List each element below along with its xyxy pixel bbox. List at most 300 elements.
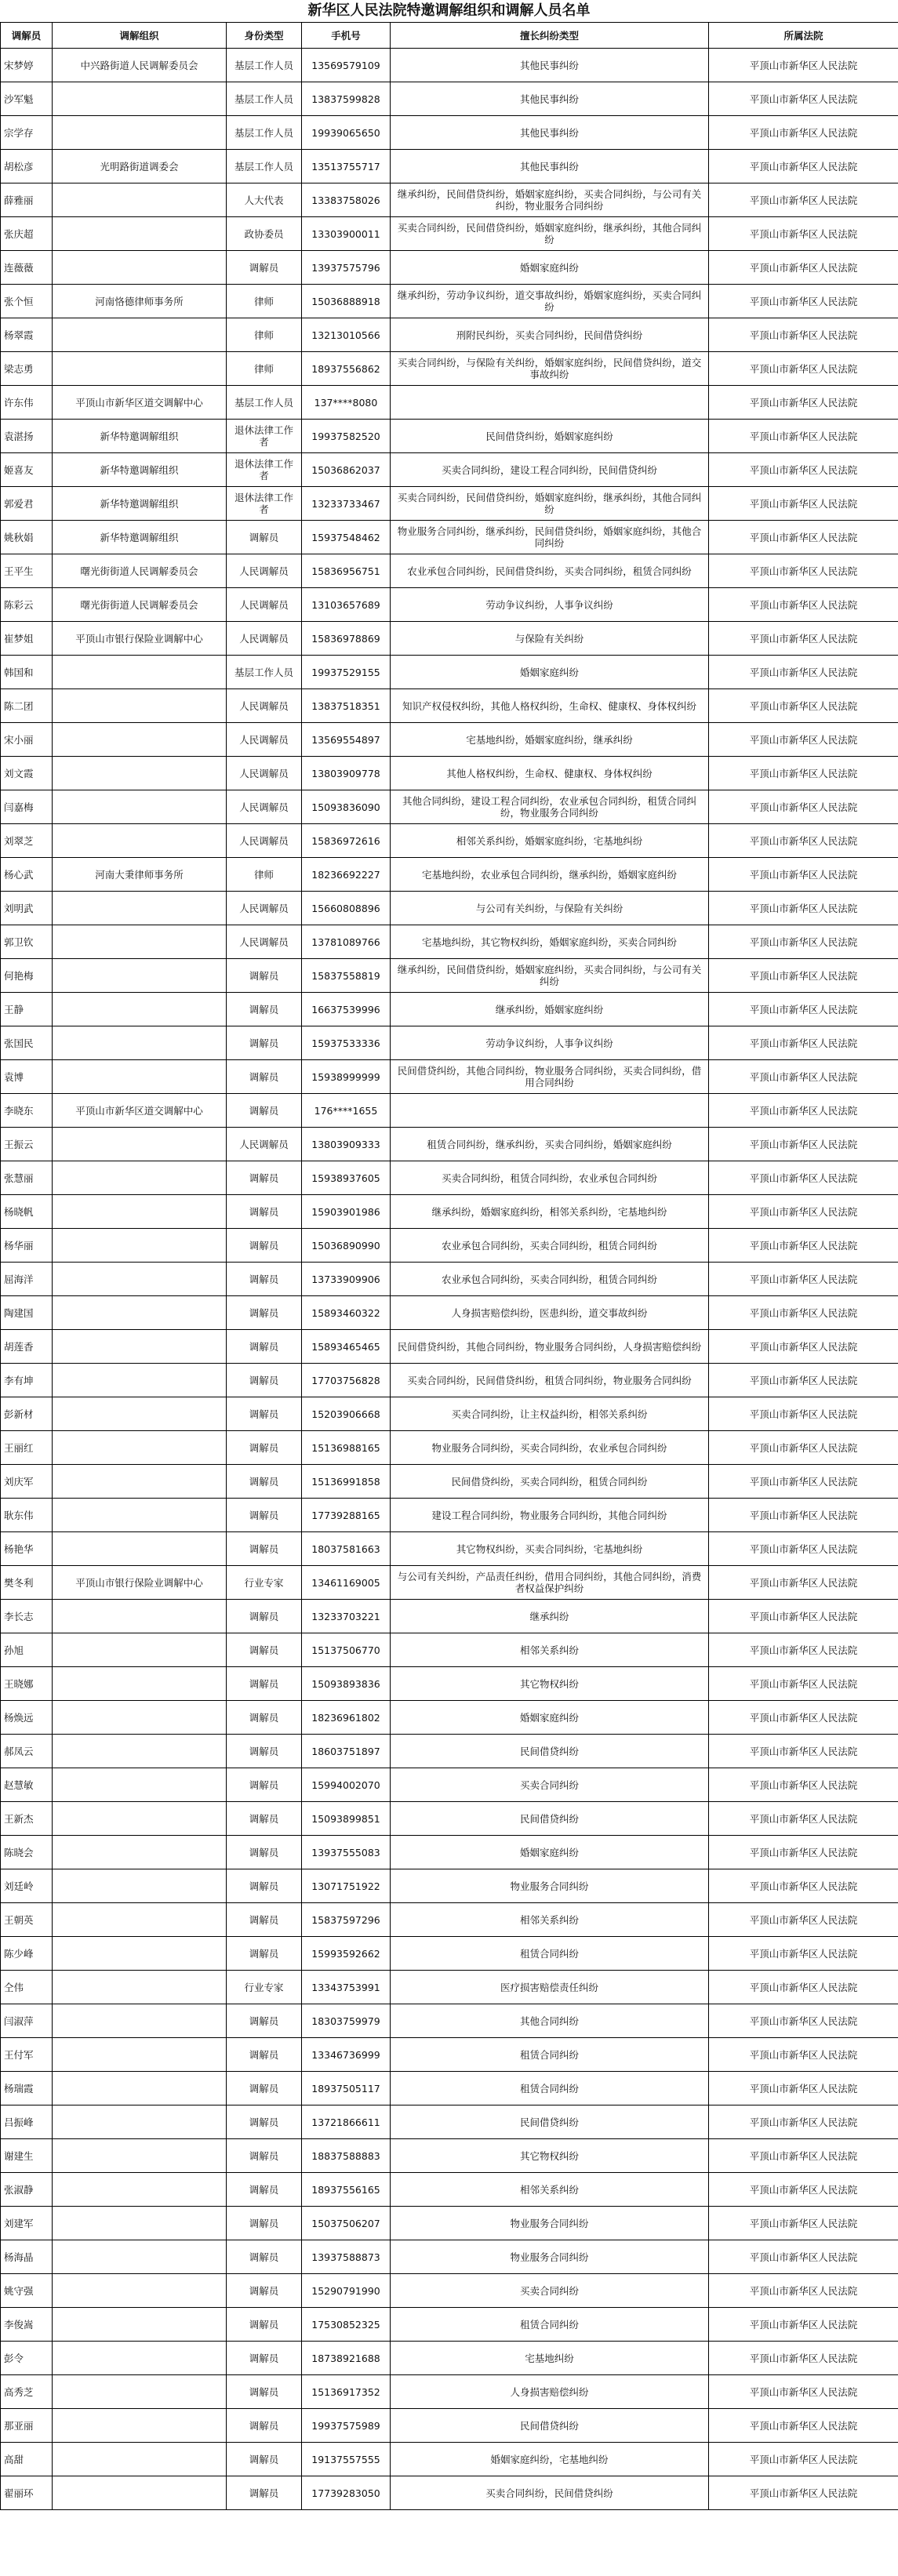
cell-org (53, 2173, 227, 2207)
cell-court: 平顶山市新华区人民法院 (709, 2409, 898, 2443)
table-row (1, 116, 898, 150)
cell-court: 平顶山市新华区人民法院 (709, 183, 898, 217)
cell-phone: 18236692227 (302, 858, 391, 892)
cell-disputes: 继承纠纷，婚姻家庭纠纷，相邻关系纠纷，宅基地纠纷 (391, 1195, 709, 1229)
table-row (1, 1128, 898, 1161)
cell-role: 政协委员 (227, 217, 302, 251)
cell-disputes: 婚姻家庭纠纷 (391, 1701, 709, 1735)
cell-role: 行业专家 (227, 1566, 302, 1600)
cell-org: 光明路街道调委会 (53, 150, 227, 183)
table-row (1, 1026, 898, 1060)
cell-org (53, 2342, 227, 2375)
cell-name: 韩国和 (1, 656, 53, 689)
cell-name: 王付军 (1, 2038, 53, 2072)
cell-role: 律师 (227, 285, 302, 318)
cell-disputes: 其他民事纠纷 (391, 49, 709, 82)
cell-org (53, 2207, 227, 2240)
table-row (1, 1869, 898, 1903)
cell-name: 杨海晶 (1, 2240, 53, 2274)
cell-name: 陈少峰 (1, 1937, 53, 1971)
table-row (1, 656, 898, 689)
cell-disputes: 民间借贷纠纷，买卖合同纠纷，租赁合同纠纷 (391, 1465, 709, 1499)
cell-disputes: 买卖合同纠纷，租赁合同纠纷，农业承包合同纠纷 (391, 1161, 709, 1195)
cell-role: 退休法律工作者 (227, 420, 302, 453)
table-body (1, 49, 898, 2510)
cell-name: 张国民 (1, 1026, 53, 1060)
cell-phone: 13803909333 (302, 1128, 391, 1161)
cell-disputes: 继承纠纷，婚姻家庭纠纷 (391, 993, 709, 1026)
cell-court: 平顶山市新华区人民法院 (709, 1263, 898, 1296)
cell-role: 调解员 (227, 1532, 302, 1566)
table-row (1, 1836, 898, 1869)
cell-role: 调解员 (227, 2274, 302, 2308)
cell-phone: 15837558819 (302, 959, 391, 993)
cell-name: 梁志勇 (1, 352, 53, 386)
cell-phone: 15137506770 (302, 1633, 391, 1667)
cell-phone: 19937575989 (302, 2409, 391, 2443)
cell-org (53, 1364, 227, 1397)
cell-org (53, 116, 227, 150)
cell-phone: 18738921688 (302, 2342, 391, 2375)
cell-name: 刘明武 (1, 892, 53, 925)
cell-name: 宋梦婷 (1, 49, 53, 82)
cell-disputes: 医疗损害赔偿责任纠纷 (391, 1971, 709, 2004)
cell-disputes: 农业承包合同纠纷，民间借贷纠纷，买卖合同纠纷，租赁合同纠纷 (391, 554, 709, 588)
cell-court: 平顶山市新华区人民法院 (709, 217, 898, 251)
cell-name: 崔梦姐 (1, 622, 53, 656)
cell-disputes: 买卖合同纠纷 (391, 1768, 709, 1802)
cell-org (53, 689, 227, 723)
cell-phone: 13213010566 (302, 318, 391, 352)
cell-name: 孙旭 (1, 1633, 53, 1667)
cell-court: 平顶山市新华区人民法院 (709, 1735, 898, 1768)
cell-org (53, 1195, 227, 1229)
cell-org (53, 1768, 227, 1802)
cell-role: 基层工作人员 (227, 386, 302, 420)
cell-phone: 19939065650 (302, 116, 391, 150)
cell-org (53, 1701, 227, 1735)
cell-role: 调解员 (227, 251, 302, 285)
cell-name: 李晓东 (1, 1094, 53, 1128)
cell-disputes: 租赁合同纠纷 (391, 2038, 709, 2072)
cell-org: 河南大秉律师事务所 (53, 858, 227, 892)
cell-role: 调解员 (227, 1802, 302, 1836)
cell-name: 陈晓会 (1, 1836, 53, 1869)
cell-name: 宗学存 (1, 116, 53, 150)
cell-disputes: 物业服务合同纠纷 (391, 2207, 709, 2240)
table-row (1, 487, 898, 521)
cell-disputes: 民间借贷纠纷 (391, 2409, 709, 2443)
cell-org (53, 2375, 227, 2409)
table-row (1, 2375, 898, 2409)
cell-org (53, 656, 227, 689)
cell-phone: 15036890990 (302, 1229, 391, 1263)
cell-phone: 13233733467 (302, 487, 391, 521)
cell-disputes: 买卖合同纠纷 (391, 2274, 709, 2308)
cell-court: 平顶山市新华区人民法院 (709, 2072, 898, 2105)
cell-org (53, 352, 227, 386)
cell-org (53, 959, 227, 993)
cell-name: 张庆超 (1, 217, 53, 251)
cell-disputes: 相邻关系纠纷 (391, 1633, 709, 1667)
table-row (1, 1971, 898, 2004)
cell-name: 闫嘉梅 (1, 790, 53, 824)
cell-name: 杨晓帆 (1, 1195, 53, 1229)
cell-phone: 15994002070 (302, 1768, 391, 1802)
cell-org: 平顶山市银行保险业调解中心 (53, 622, 227, 656)
header-court: 所属法院 (709, 23, 898, 49)
cell-org (53, 1296, 227, 1330)
cell-phone: 17739288165 (302, 1499, 391, 1532)
cell-org: 新华特邀调解组织 (53, 453, 227, 487)
cell-name: 胡莲香 (1, 1330, 53, 1364)
cell-court: 平顶山市新华区人民法院 (709, 2476, 898, 2510)
cell-org (53, 1431, 227, 1465)
cell-org (53, 1026, 227, 1060)
cell-role: 调解员 (227, 1600, 302, 1633)
cell-court: 平顶山市新华区人民法院 (709, 420, 898, 453)
table-row (1, 892, 898, 925)
cell-role: 调解员 (227, 2207, 302, 2240)
cell-phone: 15203906668 (302, 1397, 391, 1431)
cell-org (53, 1128, 227, 1161)
cell-name: 王静 (1, 993, 53, 1026)
cell-court: 平顶山市新华区人民法院 (709, 453, 898, 487)
cell-role: 调解员 (227, 1701, 302, 1735)
cell-name: 陈彩云 (1, 588, 53, 622)
cell-court: 平顶山市新华区人民法院 (709, 2342, 898, 2375)
cell-court: 平顶山市新华区人民法院 (709, 2443, 898, 2476)
cell-disputes: 买卖合同纠纷，建设工程合同纠纷，民间借贷纠纷 (391, 453, 709, 487)
cell-role: 调解员 (227, 1903, 302, 1937)
cell-role: 人民调解员 (227, 925, 302, 959)
cell-disputes: 其他人格权纠纷，生命权、健康权、身体权纠纷 (391, 757, 709, 790)
table-row (1, 453, 898, 487)
cell-role: 调解员 (227, 521, 302, 554)
cell-disputes: 买卖合同纠纷，让主权益纠纷，相邻关系纠纷 (391, 1397, 709, 1431)
cell-disputes: 其它物权纠纷，买卖合同纠纷，宅基地纠纷 (391, 1532, 709, 1566)
cell-name: 刘庆军 (1, 1465, 53, 1499)
table-row (1, 925, 898, 959)
cell-phone: 15937533336 (302, 1026, 391, 1060)
table-row (1, 1364, 898, 1397)
cell-disputes: 物业服务合同纠纷，继承纠纷，民间借贷纠纷，婚姻家庭纠纷，其他合同纠纷 (391, 521, 709, 554)
table-row (1, 1465, 898, 1499)
table-row (1, 1094, 898, 1128)
cell-org (53, 1937, 227, 1971)
table-row (1, 824, 898, 858)
cell-phone: 15836972616 (302, 824, 391, 858)
cell-role: 人民调解员 (227, 757, 302, 790)
cell-role: 律师 (227, 318, 302, 352)
cell-court: 平顶山市新华区人民法院 (709, 285, 898, 318)
cell-name: 陈二团 (1, 689, 53, 723)
cell-phone: 13346736999 (302, 2038, 391, 2072)
cell-disputes: 民间借贷纠纷 (391, 1735, 709, 1768)
table-row (1, 622, 898, 656)
header-org: 调解组织 (53, 23, 227, 49)
table-row (1, 1600, 898, 1633)
cell-role: 调解员 (227, 1229, 302, 1263)
cell-role: 调解员 (227, 1094, 302, 1128)
cell-phone: 15136917352 (302, 2375, 391, 2409)
cell-role: 调解员 (227, 1735, 302, 1768)
cell-phone: 15093893836 (302, 1667, 391, 1701)
cell-org (53, 2038, 227, 2072)
table-row (1, 352, 898, 386)
cell-role: 调解员 (227, 1499, 302, 1532)
cell-disputes: 租赁合同纠纷，继承纠纷，买卖合同纠纷，婚姻家庭纠纷 (391, 1128, 709, 1161)
cell-disputes: 继承纠纷，劳动争议纠纷，道交事故纠纷，婚姻家庭纠纷，买卖合同纠纷 (391, 285, 709, 318)
cell-name: 刘廷岭 (1, 1869, 53, 1903)
table-row (1, 1229, 898, 1263)
table-row (1, 757, 898, 790)
cell-role: 人民调解员 (227, 622, 302, 656)
cell-disputes: 买卖合同纠纷，民间借贷纠纷 (391, 2476, 709, 2510)
cell-disputes: 其他民事纠纷 (391, 82, 709, 116)
cell-org (53, 892, 227, 925)
cell-court: 平顶山市新华区人民法院 (709, 82, 898, 116)
cell-role: 调解员 (227, 2173, 302, 2207)
cell-name: 何艳梅 (1, 959, 53, 993)
cell-disputes: 租赁合同纠纷 (391, 2308, 709, 2342)
cell-phone: 18603751897 (302, 1735, 391, 1768)
cell-org (53, 1060, 227, 1094)
cell-court: 平顶山市新华区人民法院 (709, 1903, 898, 1937)
cell-court: 平顶山市新华区人民法院 (709, 1532, 898, 1566)
cell-court: 平顶山市新华区人民法院 (709, 1499, 898, 1532)
cell-court: 平顶山市新华区人民法院 (709, 1026, 898, 1060)
cell-role: 调解员 (227, 1431, 302, 1465)
cell-phone: 15893465465 (302, 1330, 391, 1364)
cell-phone: 15903901986 (302, 1195, 391, 1229)
cell-org (53, 1600, 227, 1633)
cell-phone: 13303900011 (302, 217, 391, 251)
cell-phone: 13937588873 (302, 2240, 391, 2274)
cell-court: 平顶山市新华区人民法院 (709, 1768, 898, 1802)
cell-org (53, 2476, 227, 2510)
cell-court: 平顶山市新华区人民法院 (709, 1431, 898, 1465)
cell-name: 沙军魁 (1, 82, 53, 116)
cell-name: 胡松彦 (1, 150, 53, 183)
cell-phone: 15937548462 (302, 521, 391, 554)
cell-court: 平顶山市新华区人民法院 (709, 790, 898, 824)
cell-phone: 15993592662 (302, 1937, 391, 1971)
cell-name: 刘建军 (1, 2207, 53, 2240)
cell-org (53, 723, 227, 757)
cell-role: 人民调解员 (227, 790, 302, 824)
table-row (1, 183, 898, 217)
cell-disputes: 继承纠纷 (391, 1600, 709, 1633)
cell-role: 调解员 (227, 2004, 302, 2038)
cell-court: 平顶山市新华区人民法院 (709, 2308, 898, 2342)
cell-court: 平顶山市新华区人民法院 (709, 1296, 898, 1330)
cell-name: 杨瑞霞 (1, 2072, 53, 2105)
cell-role: 人民调解员 (227, 723, 302, 757)
cell-org (53, 217, 227, 251)
cell-phone: 13569579109 (302, 49, 391, 82)
cell-org (53, 1229, 227, 1263)
cell-role: 行业专家 (227, 1971, 302, 2004)
cell-phone: 17703756828 (302, 1364, 391, 1397)
cell-disputes: 买卖合同纠纷，民间借贷纠纷，租赁合同纠纷，物业服务合同纠纷 (391, 1364, 709, 1397)
cell-role: 调解员 (227, 1869, 302, 1903)
cell-disputes: 刑附民纠纷，买卖合同纠纷，民间借贷纠纷 (391, 318, 709, 352)
cell-court: 平顶山市新华区人民法院 (709, 554, 898, 588)
cell-court: 平顶山市新华区人民法院 (709, 656, 898, 689)
cell-court: 平顶山市新华区人民法院 (709, 49, 898, 82)
cell-court: 平顶山市新华区人民法院 (709, 1397, 898, 1431)
cell-name: 李有坤 (1, 1364, 53, 1397)
cell-disputes: 民间借贷纠纷，其他合同纠纷，物业服务合同纠纷，买卖合同纠纷，借用合同纠纷 (391, 1060, 709, 1094)
cell-org (53, 1465, 227, 1499)
cell-disputes: 相邻关系纠纷 (391, 1903, 709, 1937)
cell-role: 律师 (227, 352, 302, 386)
table-row (1, 790, 898, 824)
cell-phone: 15836956751 (302, 554, 391, 588)
cell-name: 袁博 (1, 1060, 53, 1094)
cell-name: 王振云 (1, 1128, 53, 1161)
cell-org (53, 1161, 227, 1195)
table-row (1, 1263, 898, 1296)
table-row (1, 2004, 898, 2038)
cell-name: 彭新材 (1, 1397, 53, 1431)
cell-org (53, 1903, 227, 1937)
table-row (1, 588, 898, 622)
cell-court: 平顶山市新华区人民法院 (709, 925, 898, 959)
table-row (1, 1060, 898, 1094)
cell-court: 平顶山市新华区人民法院 (709, 1566, 898, 1600)
cell-disputes: 相邻关系纠纷，婚姻家庭纠纷，宅基地纠纷 (391, 824, 709, 858)
cell-name: 杨华丽 (1, 1229, 53, 1263)
table-row (1, 150, 898, 183)
cell-role: 调解员 (227, 1768, 302, 1802)
table-row (1, 1532, 898, 1566)
header-disputes: 擅长纠纷类型 (391, 23, 709, 49)
table-row (1, 1499, 898, 1532)
cell-org (53, 1971, 227, 2004)
cell-court: 平顶山市新华区人民法院 (709, 2004, 898, 2038)
cell-name: 陶建国 (1, 1296, 53, 1330)
cell-role: 基层工作人员 (227, 49, 302, 82)
cell-name: 屈海洋 (1, 1263, 53, 1296)
cell-org (53, 1802, 227, 1836)
cell-disputes: 婚姻家庭纠纷，宅基地纠纷 (391, 2443, 709, 2476)
cell-role: 调解员 (227, 1296, 302, 1330)
cell-disputes: 相邻关系纠纷 (391, 2173, 709, 2207)
cell-role: 调解员 (227, 959, 302, 993)
cell-disputes: 农业承包合同纠纷，买卖合同纠纷，租赁合同纠纷 (391, 1263, 709, 1296)
cell-disputes: 与公司有关纠纷，产品责任纠纷，借用合同纠纷，其他合同纠纷，消费者权益保护纠纷 (391, 1566, 709, 1600)
cell-name: 姬喜友 (1, 453, 53, 487)
cell-org (53, 993, 227, 1026)
cell-court: 平顶山市新华区人民法院 (709, 1701, 898, 1735)
cell-role: 调解员 (227, 1465, 302, 1499)
cell-org (53, 82, 227, 116)
cell-org (53, 251, 227, 285)
cell-court: 平顶山市新华区人民法院 (709, 1094, 898, 1128)
cell-name: 连薇薇 (1, 251, 53, 285)
cell-phone: 13937555083 (302, 1836, 391, 1869)
cell-role: 调解员 (227, 2443, 302, 2476)
cell-name: 张个恒 (1, 285, 53, 318)
document-title: 新华区人民法院特邀调解组织和调解人员名单 (307, 2, 591, 19)
cell-name: 姚秋娟 (1, 521, 53, 554)
cell-court: 平顶山市新华区人民法院 (709, 2038, 898, 2072)
cell-name: 姚守强 (1, 2274, 53, 2308)
cell-court: 平顶山市新华区人民法院 (709, 1869, 898, 1903)
cell-court: 平顶山市新华区人民法院 (709, 318, 898, 352)
table-row (1, 2240, 898, 2274)
cell-phone: 18303759979 (302, 2004, 391, 2038)
table-row (1, 1735, 898, 1768)
cell-court: 平顶山市新华区人民法院 (709, 689, 898, 723)
cell-phone: 15136991858 (302, 1465, 391, 1499)
cell-disputes: 租赁合同纠纷 (391, 2072, 709, 2105)
cell-disputes: 民间借贷纠纷，其他合同纠纷，物业服务合同纠纷，人身损害赔偿纠纷 (391, 1330, 709, 1364)
table-row (1, 1903, 898, 1937)
cell-court: 平顶山市新华区人民法院 (709, 588, 898, 622)
cell-phone: 137****8080 (302, 386, 391, 420)
cell-phone: 18037581663 (302, 1532, 391, 1566)
cell-org (53, 1397, 227, 1431)
cell-phone: 17530852325 (302, 2308, 391, 2342)
cell-org: 平顶山市新华区道交调解中心 (53, 386, 227, 420)
cell-name: 闫淑萍 (1, 2004, 53, 2038)
cell-role: 人民调解员 (227, 824, 302, 858)
cell-role: 调解员 (227, 2375, 302, 2409)
cell-name: 王丽红 (1, 1431, 53, 1465)
cell-role: 调解员 (227, 1026, 302, 1060)
cell-disputes: 婚姻家庭纠纷 (391, 251, 709, 285)
cell-role: 基层工作人员 (227, 82, 302, 116)
cell-role: 调解员 (227, 2139, 302, 2173)
cell-court: 平顶山市新华区人民法院 (709, 824, 898, 858)
cell-role: 人大代表 (227, 183, 302, 217)
cell-role: 基层工作人员 (227, 150, 302, 183)
cell-org (53, 2004, 227, 2038)
cell-org: 平顶山市新华区道交调解中心 (53, 1094, 227, 1128)
cell-disputes: 与保险有关纠纷 (391, 622, 709, 656)
cell-org (53, 2240, 227, 2274)
cell-court: 平顶山市新华区人民法院 (709, 1600, 898, 1633)
cell-org: 新华特邀调解组织 (53, 420, 227, 453)
cell-phone: 15093836090 (302, 790, 391, 824)
table-row (1, 1330, 898, 1364)
cell-court: 平顶山市新华区人民法院 (709, 993, 898, 1026)
cell-disputes: 民间借贷纠纷 (391, 1802, 709, 1836)
cell-name: 李长志 (1, 1600, 53, 1633)
cell-name: 袁湛扬 (1, 420, 53, 453)
cell-org (53, 2409, 227, 2443)
cell-disputes: 宅基地纠纷，婚姻家庭纠纷，继承纠纷 (391, 723, 709, 757)
table-row (1, 554, 898, 588)
cell-org (53, 1499, 227, 1532)
cell-org: 河南恪德律师事务所 (53, 285, 227, 318)
cell-name: 刘文霞 (1, 757, 53, 790)
cell-name: 刘翠芝 (1, 824, 53, 858)
cell-court: 平顶山市新华区人民法院 (709, 622, 898, 656)
cell-court: 平顶山市新华区人民法院 (709, 1633, 898, 1667)
cell-name: 郭卫钦 (1, 925, 53, 959)
header-role: 身份类型 (227, 23, 302, 49)
cell-name: 王平生 (1, 554, 53, 588)
cell-disputes: 继承纠纷，民间借贷纠纷，婚姻家庭纠纷，买卖合同纠纷，与公司有关纠纷，物业服务合同纠纷 (391, 183, 709, 217)
cell-disputes (391, 386, 709, 420)
cell-org: 曙光街街道人民调解委员会 (53, 588, 227, 622)
cell-disputes: 其他民事纠纷 (391, 116, 709, 150)
cell-phone: 13383758026 (302, 183, 391, 217)
